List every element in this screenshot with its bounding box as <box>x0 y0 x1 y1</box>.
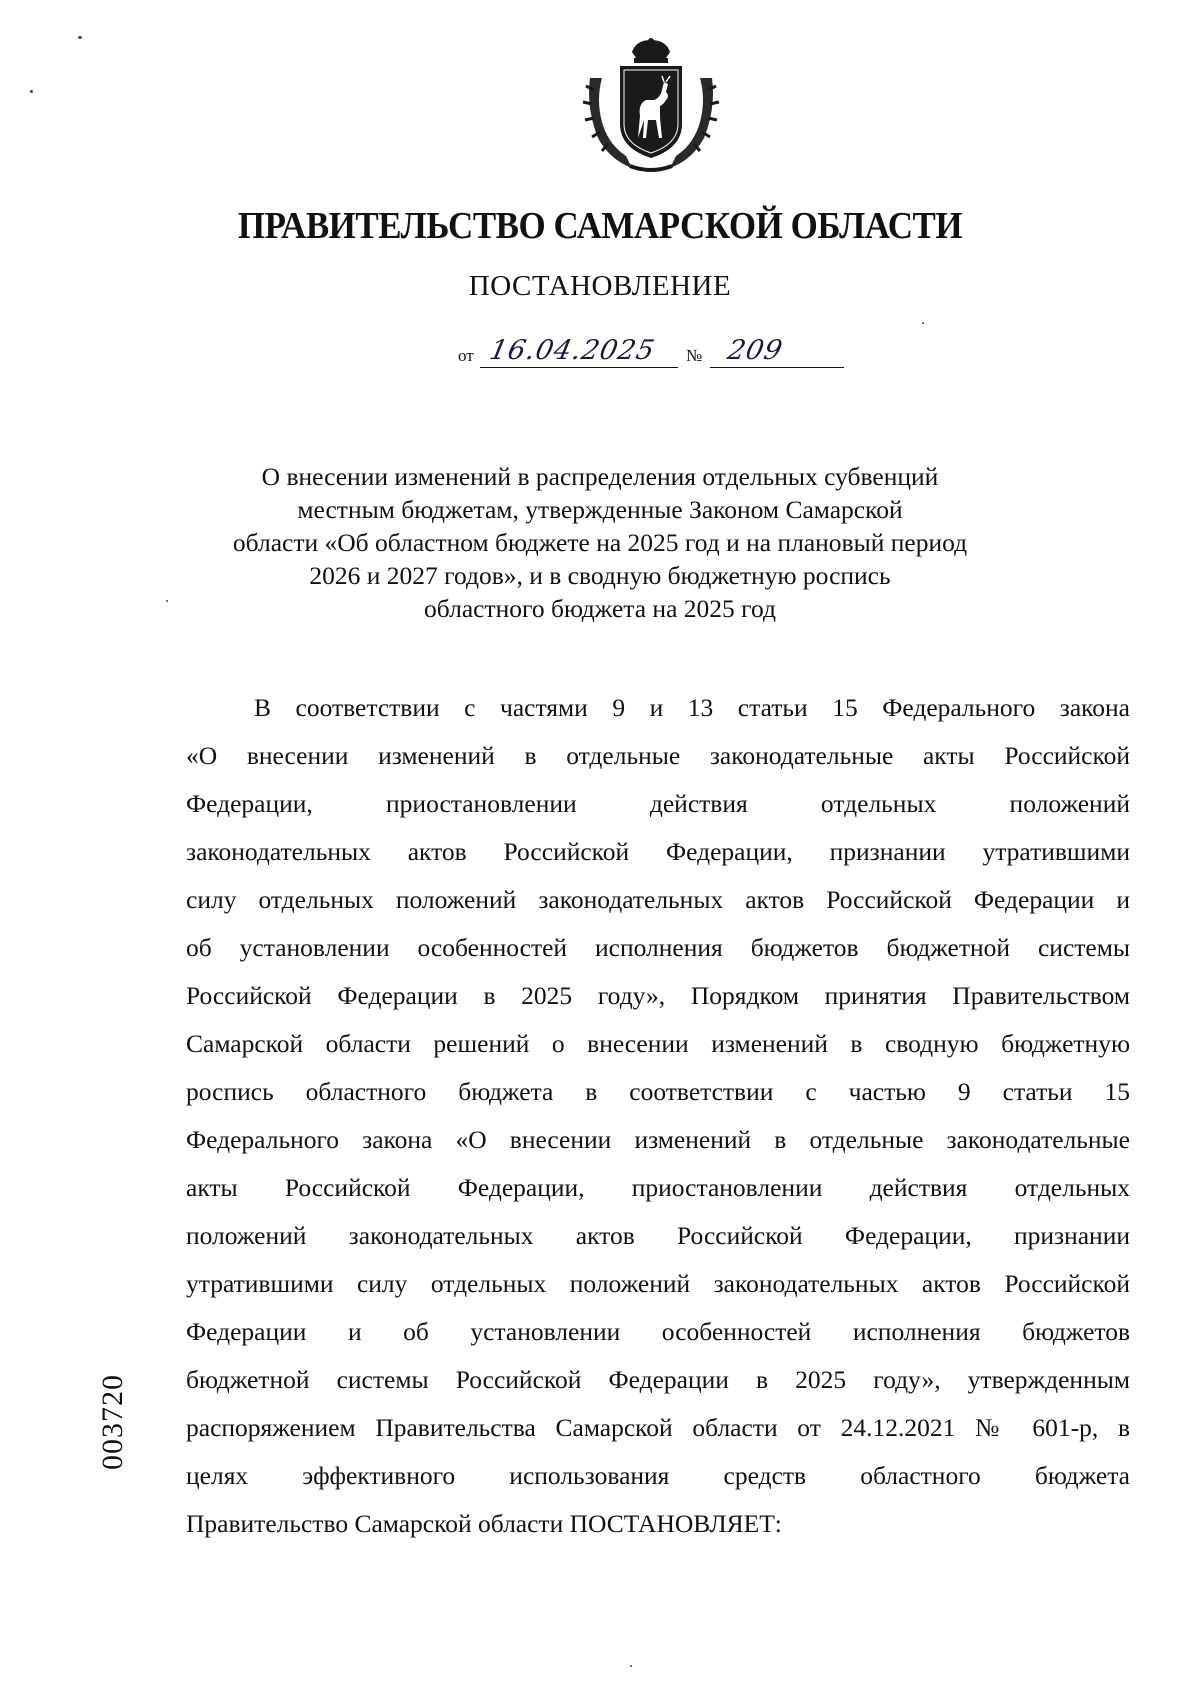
number-underline <box>710 367 844 368</box>
body-line: целях эффективного использования средств областного бюджета <box>186 1461 1130 1490</box>
subject-line: областного бюджета на 2025 год <box>424 594 776 623</box>
subject-line: О внесении изменений в распределения отдельных субвенций <box>261 462 939 491</box>
date-number-line <box>458 328 848 372</box>
body-line: бюджетной системы Российской Федерации в 2025 году», утвержденным <box>186 1365 1130 1394</box>
body-line: утратившими силу отдельных положений законодательных актов Российской <box>186 1269 1130 1298</box>
subject-line: местным бюджетам, утвержденные Законом Самарской <box>297 495 903 524</box>
organization-name: ПРАВИТЕЛЬСТВО САМАРСКОЙ ОБЛАСТИ <box>237 205 963 247</box>
document-number: 209 <box>724 335 786 366</box>
body-paragraph <box>186 684 1130 1548</box>
number-prefix: № <box>686 346 703 365</box>
scan-speck <box>922 322 924 324</box>
body-line: акты Российской Федерации, приостановлении действия отдельных <box>186 1173 1130 1202</box>
body-line: распоряжением Правительства Самарской области от 24.12.2021 № 601-р, в <box>186 1413 1130 1442</box>
body-line: роспись областного бюджета в соответствии с частью 9 статьи 15 <box>186 1077 1130 1106</box>
date-underline <box>480 367 678 368</box>
scan-speck <box>630 1665 632 1667</box>
body-line: законодательных актов Российской Федерации, признании утратившими <box>186 837 1130 866</box>
body-line: Самарской области решений о внесении изменений в сводную бюджетную <box>186 1029 1130 1058</box>
document-subject <box>200 460 1000 625</box>
subject-line: 2026 и 2027 годов», и в сводную бюджетную роспись <box>309 561 891 590</box>
date-prefix: от <box>458 346 474 365</box>
body-line: об установлении особенностей исполнения бюджетов бюджетной системы <box>186 933 1130 962</box>
body-line: Российской Федерации в 2025 году», Порядком принятия Правительством <box>186 981 1130 1010</box>
body-line: положений законодательных актов Российской Федерации, признании <box>186 1221 1130 1250</box>
document-type: ПОСТАНОВЛЕНИЕ <box>468 270 732 302</box>
document-date: 16.04.2025 <box>486 335 658 366</box>
body-line: «О внесении изменений в отдельные законодательные акты Российской <box>186 741 1130 770</box>
body-line: Федерального закона «О внесении изменений в отдельные законодательные <box>186 1125 1130 1154</box>
subject-line: области «Об областном бюджете на 2025 год и на плановый период <box>232 528 968 557</box>
body-line: Федерации, приостановлении действия отдельных положений <box>186 789 1130 818</box>
body-line: Федерации и об установлении особенностей исполнения бюджетов <box>186 1317 1130 1346</box>
body-line: силу отдельных положений законодательных актов Российской Федерации и <box>186 885 1130 914</box>
body-line: В соответствии с частями 9 и 13 статьи 15 Федерального закона <box>254 693 1130 722</box>
scan-speck <box>166 600 168 602</box>
scan-speck <box>78 36 82 39</box>
body-line: Правительство Самарской области ПОСТАНОВЛЯЕТ: <box>186 1509 782 1538</box>
samara-coat-of-arms-icon <box>580 38 722 174</box>
registration-number: 003720 <box>96 1374 129 1470</box>
scan-speck <box>30 90 33 93</box>
